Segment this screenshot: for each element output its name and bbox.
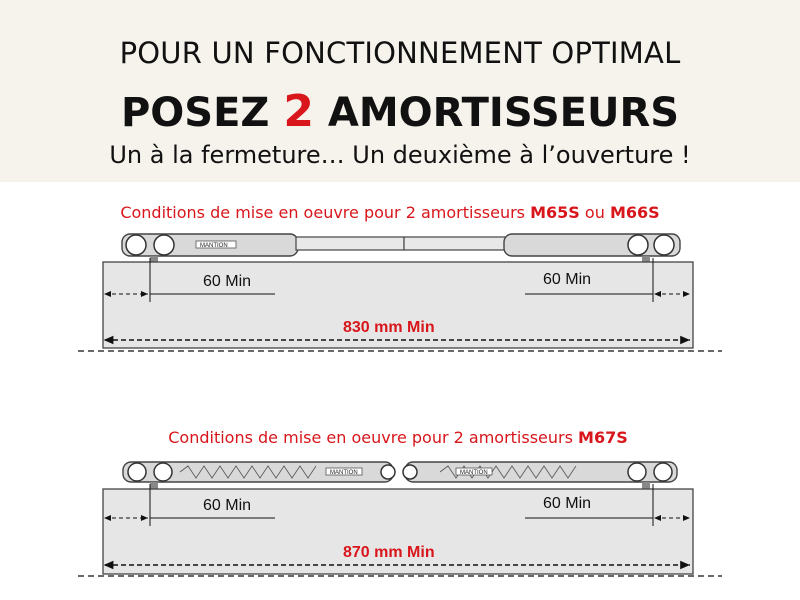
diagram1-damper-assembly <box>122 234 680 266</box>
diagram1-model-a: M65S <box>530 203 580 222</box>
diagram1-title-prefix: Conditions de mise en oeuvre pour 2 amortisseurs <box>120 203 531 222</box>
header-line-2-suffix: AMORTISSEURS <box>313 90 680 136</box>
diagram2-brand-left: MANTION <box>330 470 358 476</box>
header-line-3: Un à la fermeture… Un deuxième à l’ouverture ! <box>109 141 691 169</box>
header-line-2-prefix: POSEZ <box>120 90 284 136</box>
diagram1-left-dim-label: 60 Min <box>203 273 252 290</box>
diagram2-left-wheel-icon <box>128 463 146 481</box>
diagram2-title-prefix: Conditions de mise en oeuvre pour 2 amortisseurs <box>168 428 579 447</box>
diagram1-left-wheel-icon <box>126 235 146 255</box>
diagram2-total-label: 870 mm Min <box>343 544 435 561</box>
diagram2-damper-assembly <box>123 462 677 490</box>
diagram2-title <box>8 428 788 447</box>
header-line-1: POUR UN FONCTIONNEMENT OPTIMAL <box>119 36 681 70</box>
diagram1-model-b: M66S <box>609 203 660 222</box>
header-highlight-number: 2 <box>283 86 314 137</box>
diagram1-brand-left: MANTION <box>200 243 228 249</box>
diagram2-right-dim-label: 60 Min <box>543 495 592 512</box>
diagram1-total-label: 830 mm Min <box>343 319 435 336</box>
diagram1-title-join: ou <box>579 203 610 222</box>
diagram2-brand-right: MANTION <box>460 470 488 476</box>
diagram2-model-a: M67S <box>578 428 628 447</box>
diagram1-right-dim-label: 60 Min <box>543 271 592 288</box>
diagram2-left-dim-label: 60 Min <box>203 497 252 514</box>
diagram1-right-wheel-icon <box>628 235 648 255</box>
diagram2-right-wheel-icon <box>628 463 646 481</box>
